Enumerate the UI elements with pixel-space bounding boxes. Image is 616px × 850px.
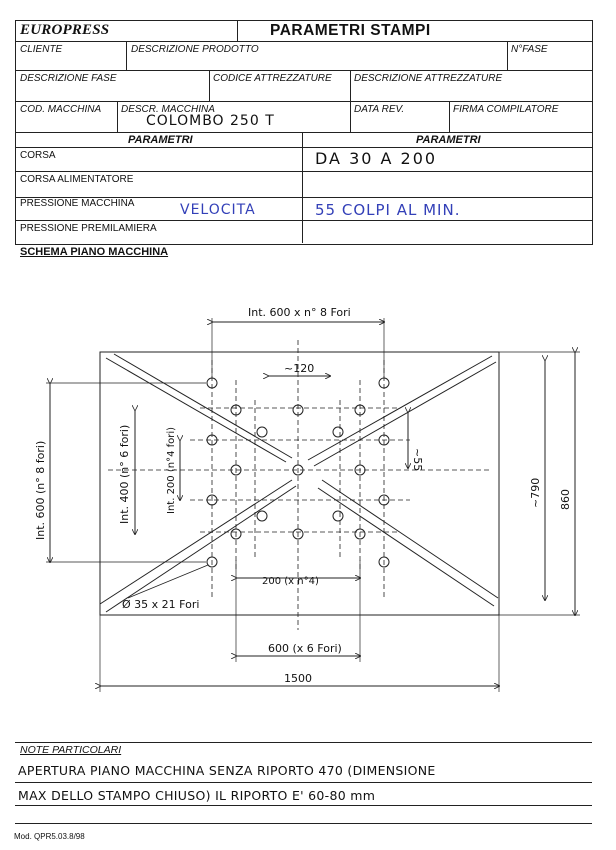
cod-macchina-label: COD. MACCHINA [20, 104, 102, 115]
brand-logo: EUROPRESS [20, 22, 110, 38]
codice-attrezzature-label: CODICE ATTREZZATURE [213, 73, 332, 84]
form-code: Mod. QPR5.03.8/98 [14, 832, 85, 841]
descr-macchina-value: COLOMBO 250 T [146, 113, 275, 129]
cliente-label: CLIENTE [20, 44, 63, 55]
dim-height-inner: ~790 [529, 477, 542, 508]
dim-bottom-inner: 200 (x n°4) [262, 576, 319, 587]
descrizione-prodotto-label: DESCRIZIONE PRODOTTO [131, 44, 259, 55]
descr-macchina-label: DESCR. MACCHINA [121, 104, 215, 115]
param-label-corsa: CORSA [20, 150, 56, 161]
dim-width-total: 1500 [284, 672, 312, 685]
dim-top-holes: Int. 600 x n° 8 Fori [248, 306, 351, 319]
t-slot-diagonals [100, 354, 498, 612]
note-line-2: MAX DELLO STAMPO CHIUSO) IL RIPORTO E' 60-80 mm [18, 788, 376, 803]
dim-left-inner: Int. 200 (n°4 fori) [166, 426, 177, 514]
dim-hole-spec: Ø 35 x 21 Fori [122, 598, 200, 611]
param-value-corsa: DA 30 A 200 [315, 149, 438, 168]
param-label-pressione-premilamiera: PRESSIONE PREMILAMIERA [20, 223, 157, 234]
descrizione-attrezzature-label: DESCRIZIONE ATTREZZATURE [354, 73, 503, 84]
param-label-pressione-macchina: PRESSIONE MACCHINA [20, 198, 135, 209]
notes-title: NOTE PARTICOLARI [20, 744, 122, 756]
dim-left-mid: Int. 400 (n° 6 fori) [118, 424, 131, 524]
dim-pitch-120: ~120 [284, 362, 315, 375]
descrizione-fase-label: DESCRIZIONE FASE [20, 73, 117, 84]
parametri-header-left: PARAMETRI [128, 134, 193, 146]
dim-height-outer: 860 [559, 489, 572, 510]
dim-bottom-mid: 600 (x 6 Fori) [268, 642, 342, 655]
schema-title: SCHEMA PIANO MACCHINA [20, 246, 169, 258]
data-rev-label: DATA REV. [354, 104, 405, 115]
param-label-corsa-alimentatore: CORSA ALIMENTATORE [20, 174, 134, 185]
firma-compilatore-label: FIRMA COMPILATORE [453, 104, 559, 115]
dim-left-outer: Int. 600 (n° 8 fori) [34, 440, 47, 540]
parametri-header-right: PARAMETRI [416, 134, 481, 146]
page-title: PARAMETRI STAMPI [270, 22, 431, 39]
note-line-1: APERTURA PIANO MACCHINA SENZA RIPORTO 470 (DIMENSIONE [18, 763, 436, 778]
n-fase-label: N°FASE [511, 44, 548, 55]
dim-pitch-55: ~55 [411, 448, 424, 472]
param-value-pressione-macchina: 55 COLPI AL MIN. [315, 201, 461, 219]
param-note-velocita: VELOCITA [180, 202, 256, 218]
